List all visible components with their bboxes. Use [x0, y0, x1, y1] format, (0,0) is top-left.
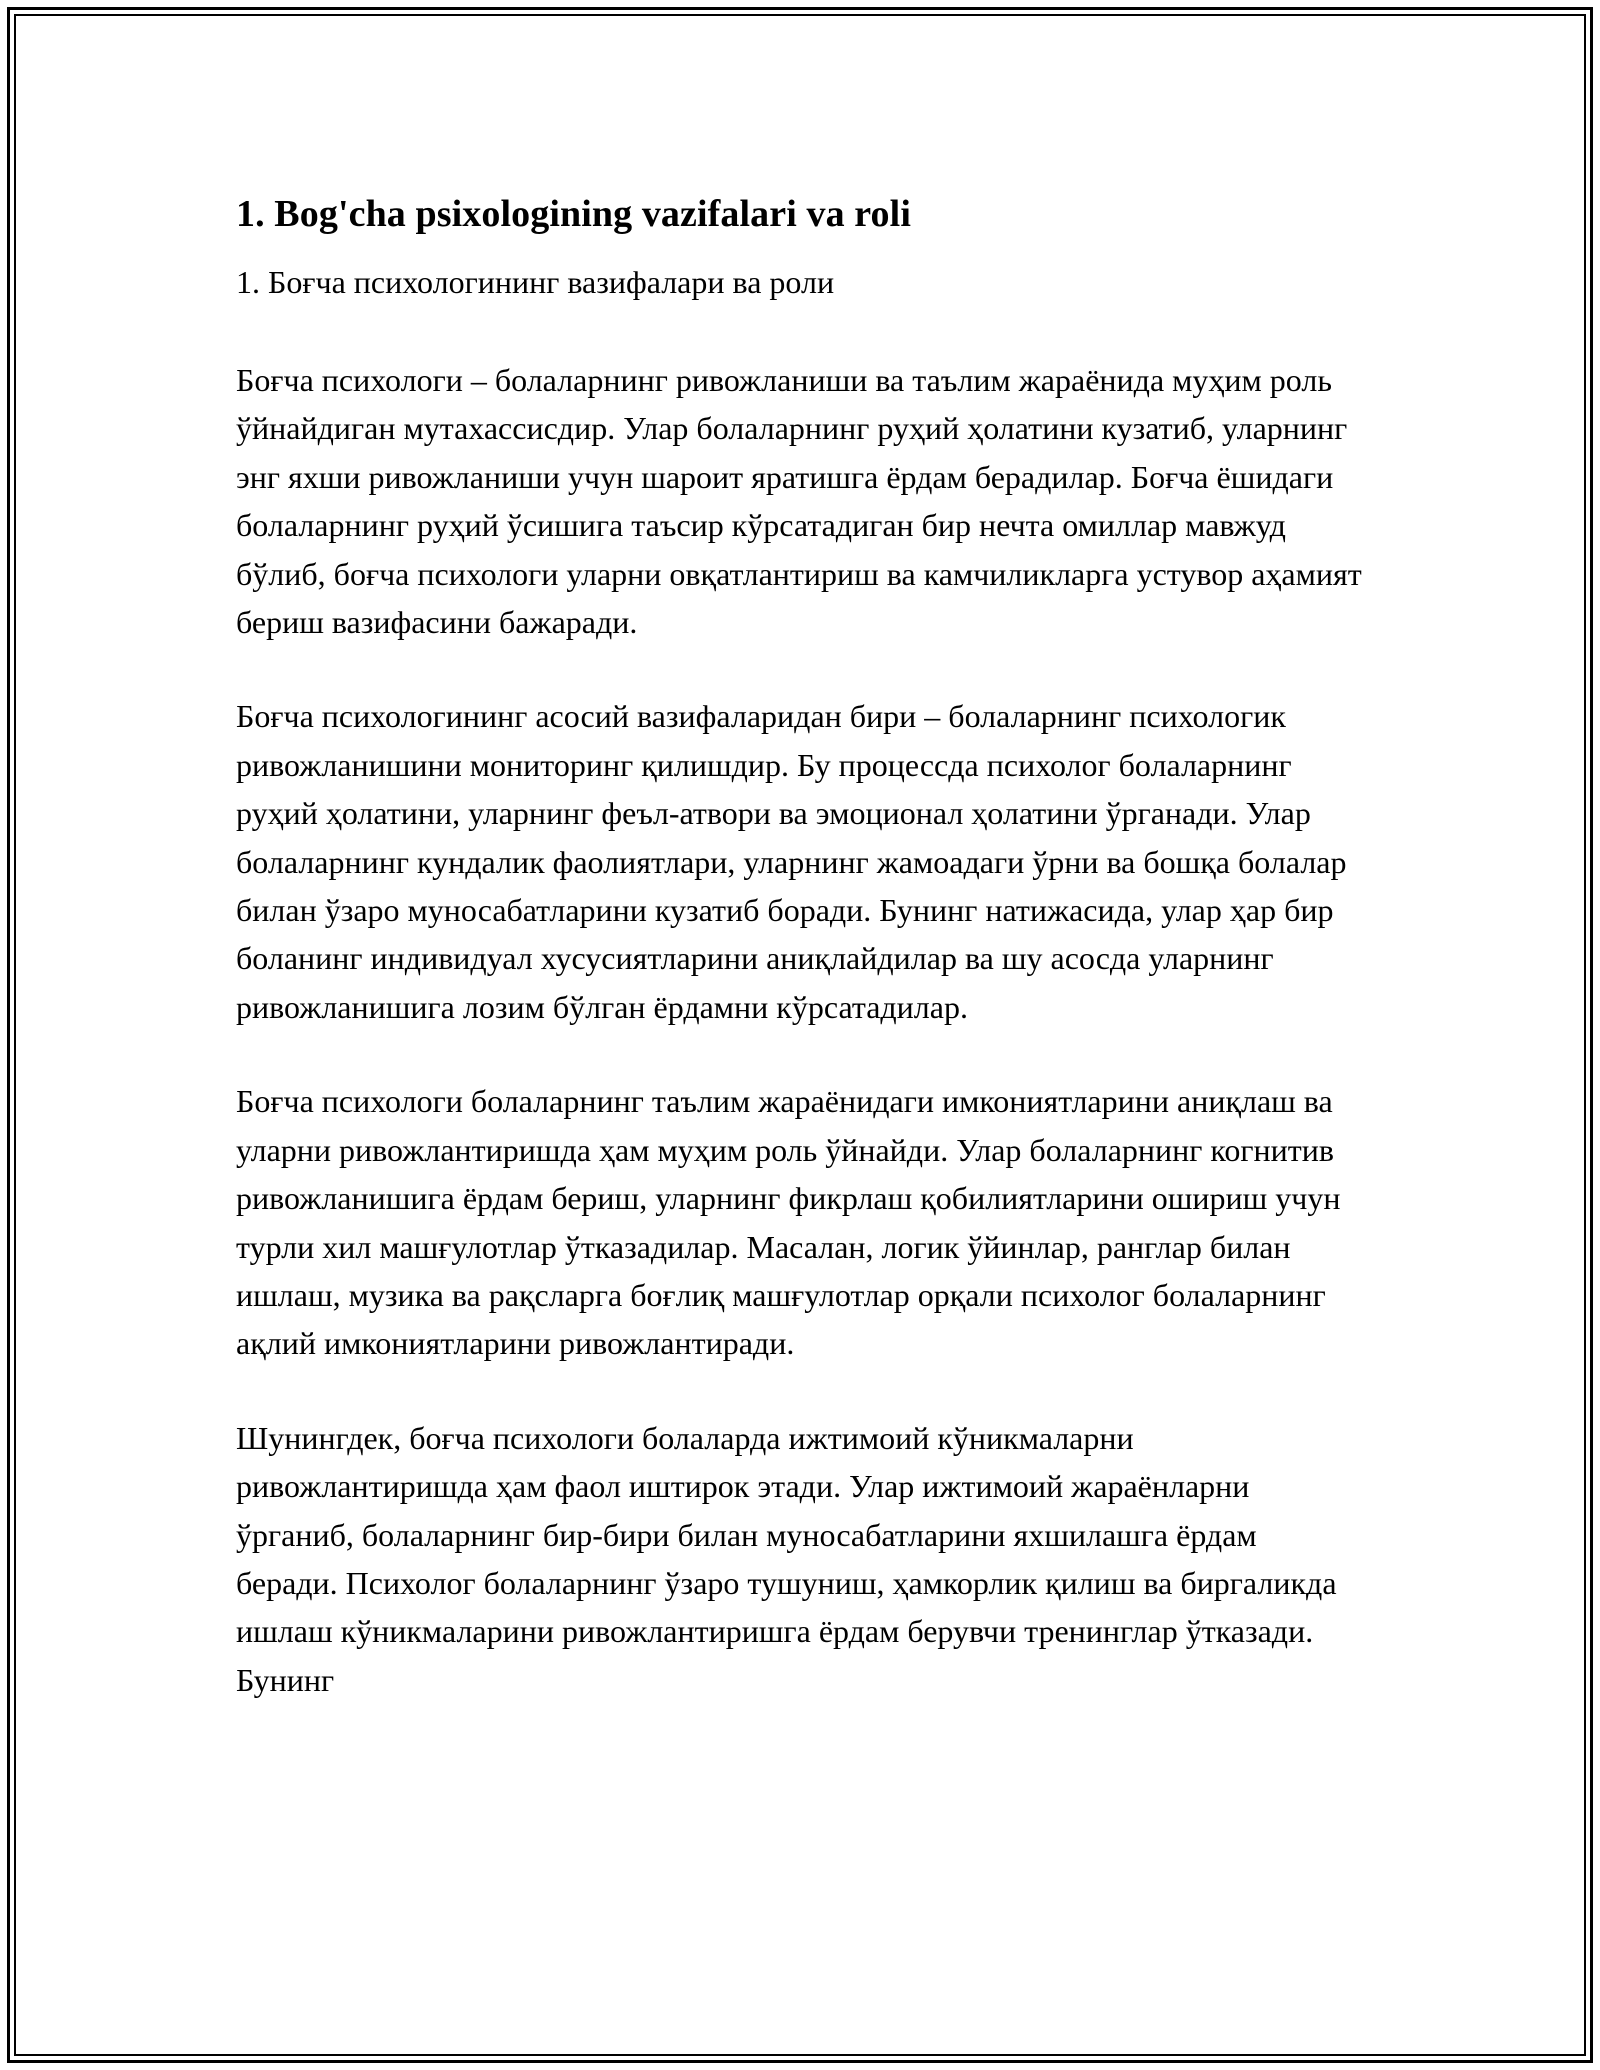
paragraph-3: Боғча психологи болаларнинг таълим жараёнидаги имкониятларини аниқлаш ва уларни ривожлантиришда ҳам муҳим роль ўйнайди. Улар болаларнинг когнитив ривожланишига ёрдам бериш, уларнинг фикрлаш қобилиятларини ошириш учун турли хил машғулотлар ўтказадилар. Масалан, логик ўйинлар, ранглар билан ишлаш, музика ва рақсларга боғлиқ машғулотлар орқали психолог болаларнинг ақлий имкониятларини ривожлантиради. [236, 1083, 1341, 1362]
paragraph-4: Шунингдек, боғча психологи болаларда ижтимоий кўникмаларни ривожлантиришда ҳам фаол иштирок этади. Улар ижтимоий жараёнларни ўрганиб, болаларнинг бир-бири билан муносабатларини яхшилашга ёрдам беради. Психолог болаларнинг ўзаро тушуниш, ҳамкорлик қилиш ва биргаликда ишлаш кўникмаларини ривожлантиришга ёрдам берувчи тренинглар ўтказади. Бунинг [236, 1419, 1337, 1698]
document-subtitle: 1. Боғча психологининг вазифалари ва роли [236, 264, 835, 300]
document-body [236, 188, 1366, 1750]
paragraph-1: Боғча психологи – болаларнинг ривожланиши ва таълим жараёнида муҳим роль ўйнайдиган мутахассисдир. Улар болаларнинг руҳий ҳолатини кузатиб, уларнинг энг яхши ривожланиши учун шароит яратишга ёрдам берадилар. Боғча ёшидаги болаларнинг руҳий ўсишига таъсир кўрсатадиган бир нечта омиллар мавжуд бўлиб, боғча психологи уларни овқатлантириш ва камчиликларга устувор аҳамият бериш вазифасини бажаради. [236, 362, 1362, 641]
paragraph-2: Боғча психологининг асосий вазифаларидан бири – болаларнинг психологик ривожланишини мониторинг қилишдир. Бу процессда психолог болаларнинг руҳий ҳолатини, уларнинг феъл-атвори ва эмоционал ҳолатини ўрганади. Улар болаларнинг кундалик фаолиятлари, уларнинг жамоадаги ўрни ва бошқа болалар билан ўзаро муносабатларини кузатиб боради. Бунинг натижасида, улар ҳар бир боланинг индивидуал хусусиятларини аниқлайдилар ва шу асосда уларнинг ривожланишига лозим бўлган ёрдамни кўрсатадилар. [236, 698, 1347, 1025]
document-title: 1. Bog'cha psixologining vazifalari va roli [236, 193, 911, 235]
